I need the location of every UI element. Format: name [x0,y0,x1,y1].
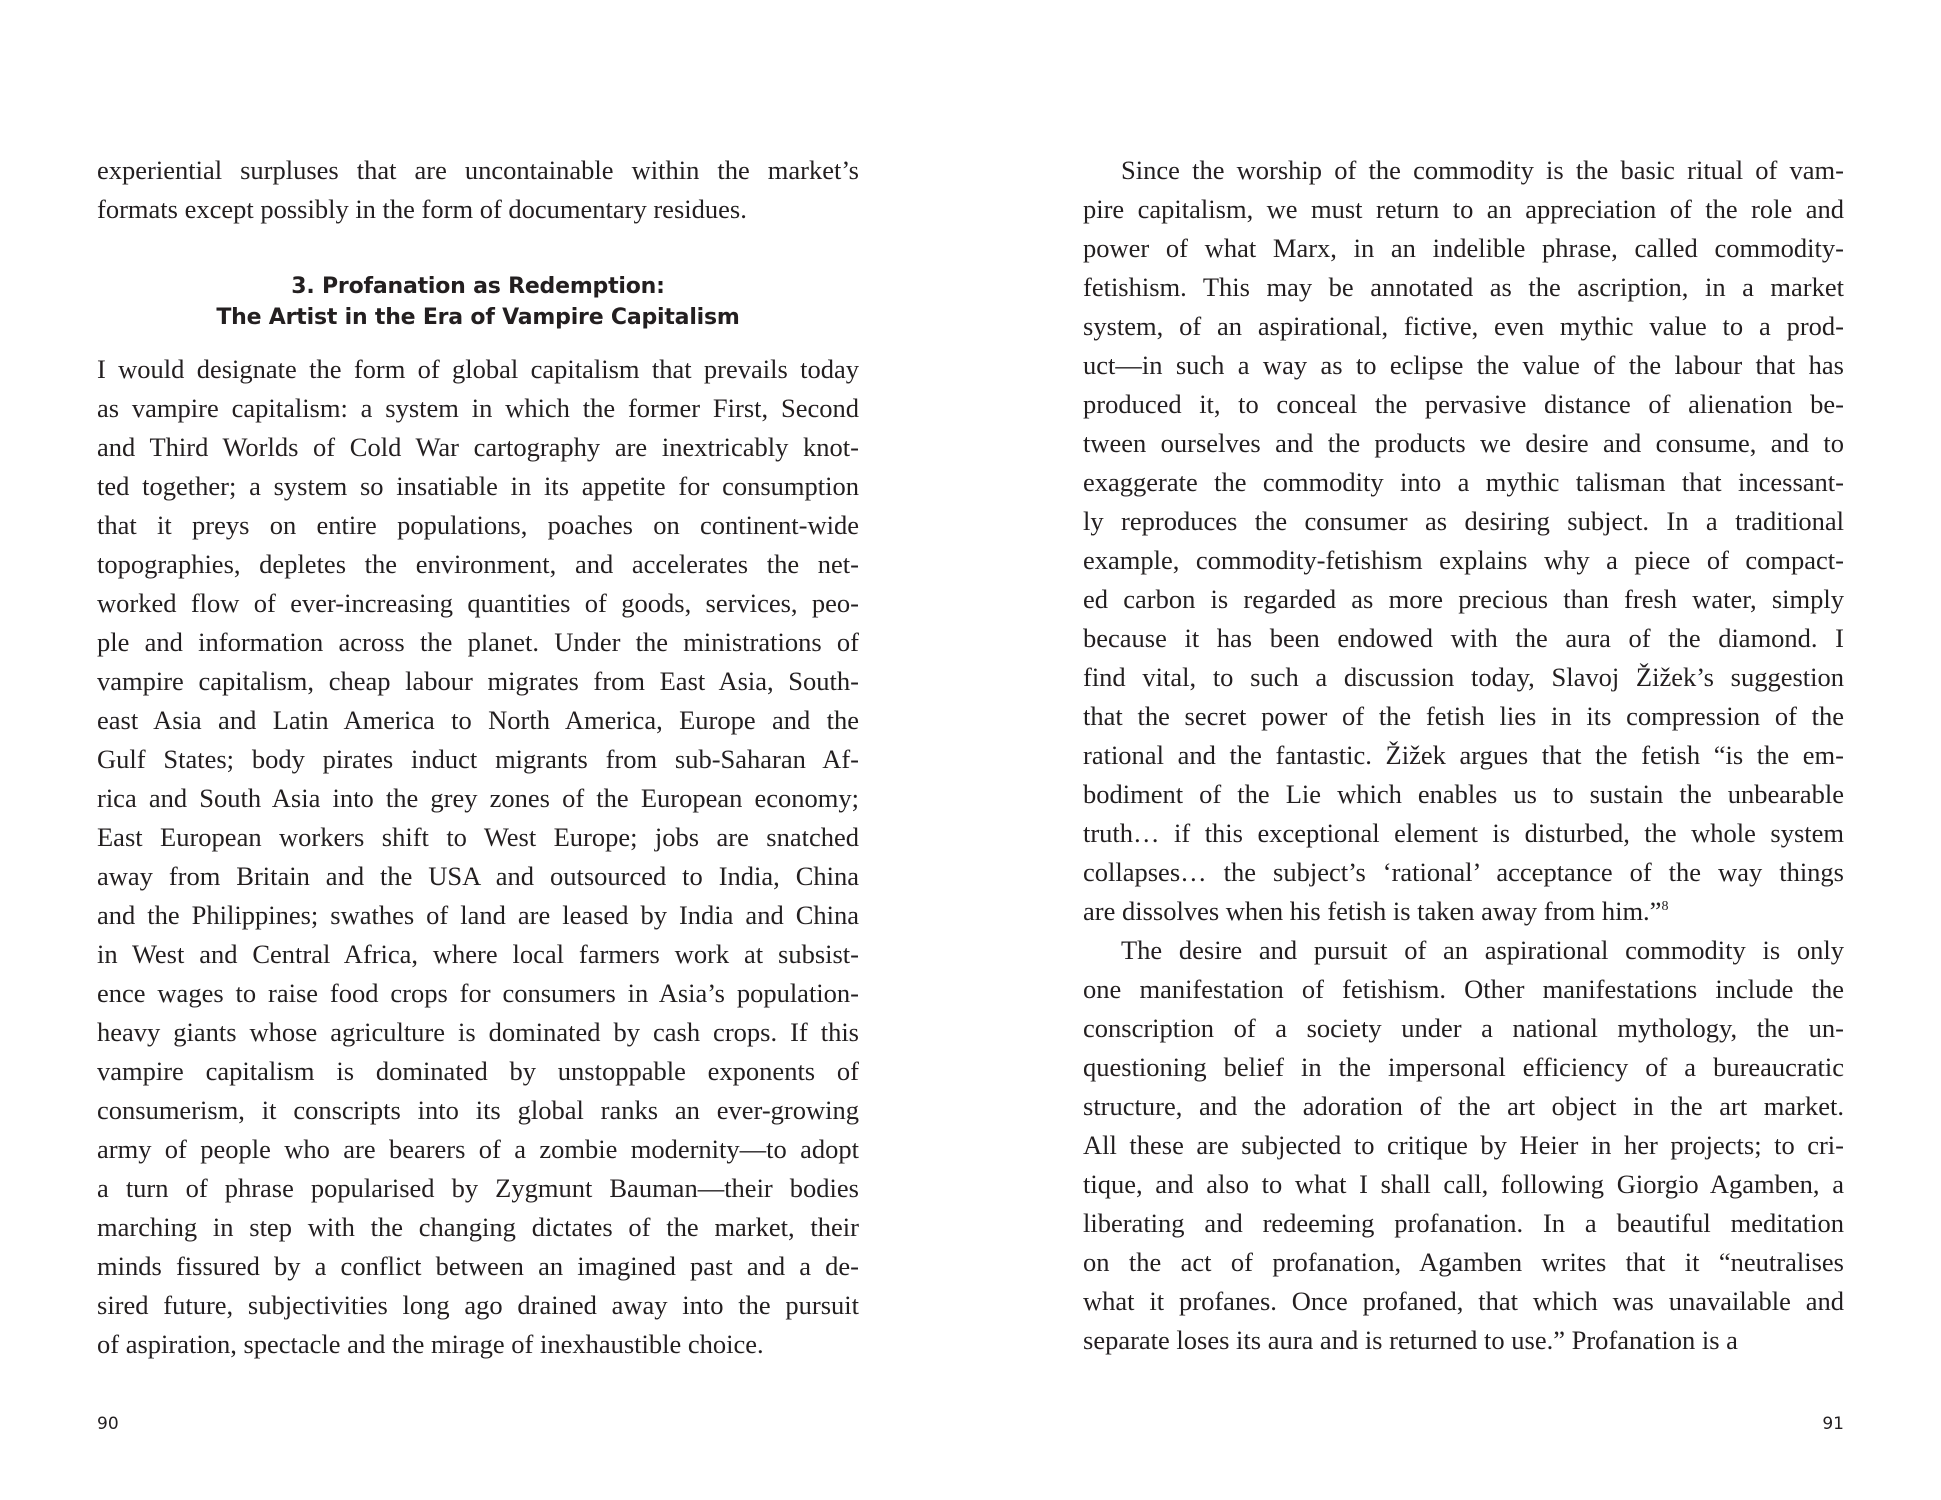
text-line: pire capitalism, we must return to an appreciation of the role and [1083,194,1844,224]
text-line: that it preys on entire populations, poaches on continent-wide [97,510,859,540]
body-paragraph-1 [1083,151,1844,931]
text-line: truth… if this exceptional element is disturbed, the whole system [1083,818,1844,848]
left-page [0,0,970,1500]
text-line: heavy giants whose agriculture is dominated by cash crops. If this [97,1017,859,1047]
left-text-column [97,151,859,1364]
text-line: produced it, to conceal the pervasive distance of alienation be- [1083,389,1844,419]
text-line: of aspiration, spectacle and the mirage of inexhaustible choice. [97,1329,764,1359]
text-line: find vital, to such a discussion today, Slavoj Žižek’s suggestion [1083,662,1844,692]
text-line: sired future, subjectivities long ago drained away into the pursuit [97,1290,859,1320]
continuation-paragraph [97,151,859,229]
section-heading [97,271,859,333]
text-line: Since the worship of the commodity is the basic ritual of vam- [1121,155,1844,185]
text-line: ed carbon is regarded as more precious than fresh water, simply [1083,584,1844,614]
text-line: minds fissured by a conflict between an imagined past and a de- [97,1251,859,1281]
text-line: rica and South Asia into the grey zones of the European economy; [97,783,859,813]
text-line: as vampire capitalism: a system in which the former First, Second [97,393,859,423]
text-line: consumerism, it conscripts into its global ranks an ever-growing [97,1095,859,1125]
text-line: and Third Worlds of Cold War cartography are inextricably knot- [97,432,859,462]
text-line: The desire and pursuit of an aspirational commodity is only [1121,935,1844,965]
section-heading-line-2: The Artist in the Era of Vampire Capitalism [216,305,740,330]
text-line: are dissolves when his fetish is taken away from him.”$^8$ [1083,896,1669,926]
text-line: collapses… the subject’s ‘rational’ acceptance of the way things [1083,857,1844,887]
text-line: that the secret power of the fetish lies in its compression of the [1083,701,1844,731]
text-line: conscription of a society under a national mythology, the un- [1083,1013,1844,1043]
text-line: bodiment of the Lie which enables us to sustain the unbearable [1083,779,1844,809]
text-line: East European workers shift to West Europe; jobs are snatched [97,822,859,852]
text-line: ly reproduces the consumer as desiring subject. In a traditional [1083,506,1844,536]
text-line: worked flow of ever-increasing quantities of goods, services, peo- [97,588,859,618]
text-line: tique, and also to what I shall call, following Giorgio Agamben, a [1083,1169,1844,1199]
footnote-marker[interactable]: 8 [1661,899,1669,914]
text-line: east Asia and Latin America to North America, Europe and the [97,705,859,735]
text-line: All these are subjected to critique by Heier in her projects; to cri- [1083,1130,1844,1160]
text-line: separate loses its aura and is returned to use.” Profanation is a [1083,1325,1738,1355]
text-line: what it profanes. Once profaned, that which was unavailable and [1083,1286,1844,1316]
text-line: vampire capitalism, cheap labour migrates from East Asia, South- [97,666,859,696]
text-line: formats except possibly in the form of documentary residues. [97,194,747,224]
right-text-column [1083,151,1844,1360]
text-line: marching in step with the changing dictates of the market, their [97,1212,859,1242]
text-line: I would designate the form of global capitalism that prevails today [97,354,859,384]
text-line: topographies, depletes the environment, and accelerates the net- [97,549,859,579]
section-heading-line-1: 3. Profanation as Redemption: [291,274,665,299]
text-line: on the act of profanation, Agamben writes that it “neutralises [1083,1247,1844,1277]
text-line: questioning belief in the impersonal efficiency of a bureaucratic [1083,1052,1844,1082]
text-line: liberating and redeeming profanation. In a beautiful meditation [1083,1208,1844,1238]
text-line: system, of an aspirational, fictive, even mythic value to a prod- [1083,311,1844,341]
text-line: a turn of phrase popularised by Zygmunt Bauman—their bodies [97,1173,859,1203]
text-line: tween ourselves and the products we desire and consume, and to [1083,428,1844,458]
text-line: structure, and the adoration of the art object in the art market. [1083,1091,1844,1121]
page-number-right: 91 [1822,1414,1844,1434]
text-line: Gulf States; body pirates induct migrants from sub-Saharan Af- [97,744,859,774]
text-line: vampire capitalism is dominated by unstoppable exponents of [97,1056,859,1086]
text-line: rational and the fantastic. Žižek argues that the fetish “is the em- [1083,740,1844,770]
page-number-left: 90 [97,1414,119,1434]
text-line: because it has been endowed with the aura of the diamond. I [1083,623,1844,653]
text-line: ted together; a system so insatiable in its appetite for consumption [97,471,859,501]
text-line: power of what Marx, in an indelible phrase, called commodity- [1083,233,1844,263]
body-paragraph [97,350,859,1364]
text-line: one manifestation of fetishism. Other manifestations include the [1083,974,1844,1004]
text-line: example, commodity-fetishism explains why a piece of compact- [1083,545,1844,575]
text-line: exaggerate the commodity into a mythic talisman that incessant- [1083,467,1844,497]
text-line: and the Philippines; swathes of land are leased by India and China [97,900,859,930]
text-line: uct—in such a way as to eclipse the value of the labour that has [1083,350,1844,380]
text-line: experiential surpluses that are uncontainable within the market’s [97,155,859,185]
text-line: away from Britain and the USA and outsourced to India, China [97,861,859,891]
text-line: army of people who are bearers of a zombie modernity—to adopt [97,1134,859,1164]
body-paragraph-2 [1083,931,1844,1360]
text-line: fetishism. This may be annotated as the ascription, in a market [1083,272,1844,302]
right-page [970,0,1941,1500]
text-line: ence wages to raise food crops for consumers in Asia’s population- [97,978,859,1008]
text-line: ple and information across the planet. Under the ministrations of [97,627,859,657]
text-line: in West and Central Africa, where local farmers work at subsist- [97,939,859,969]
